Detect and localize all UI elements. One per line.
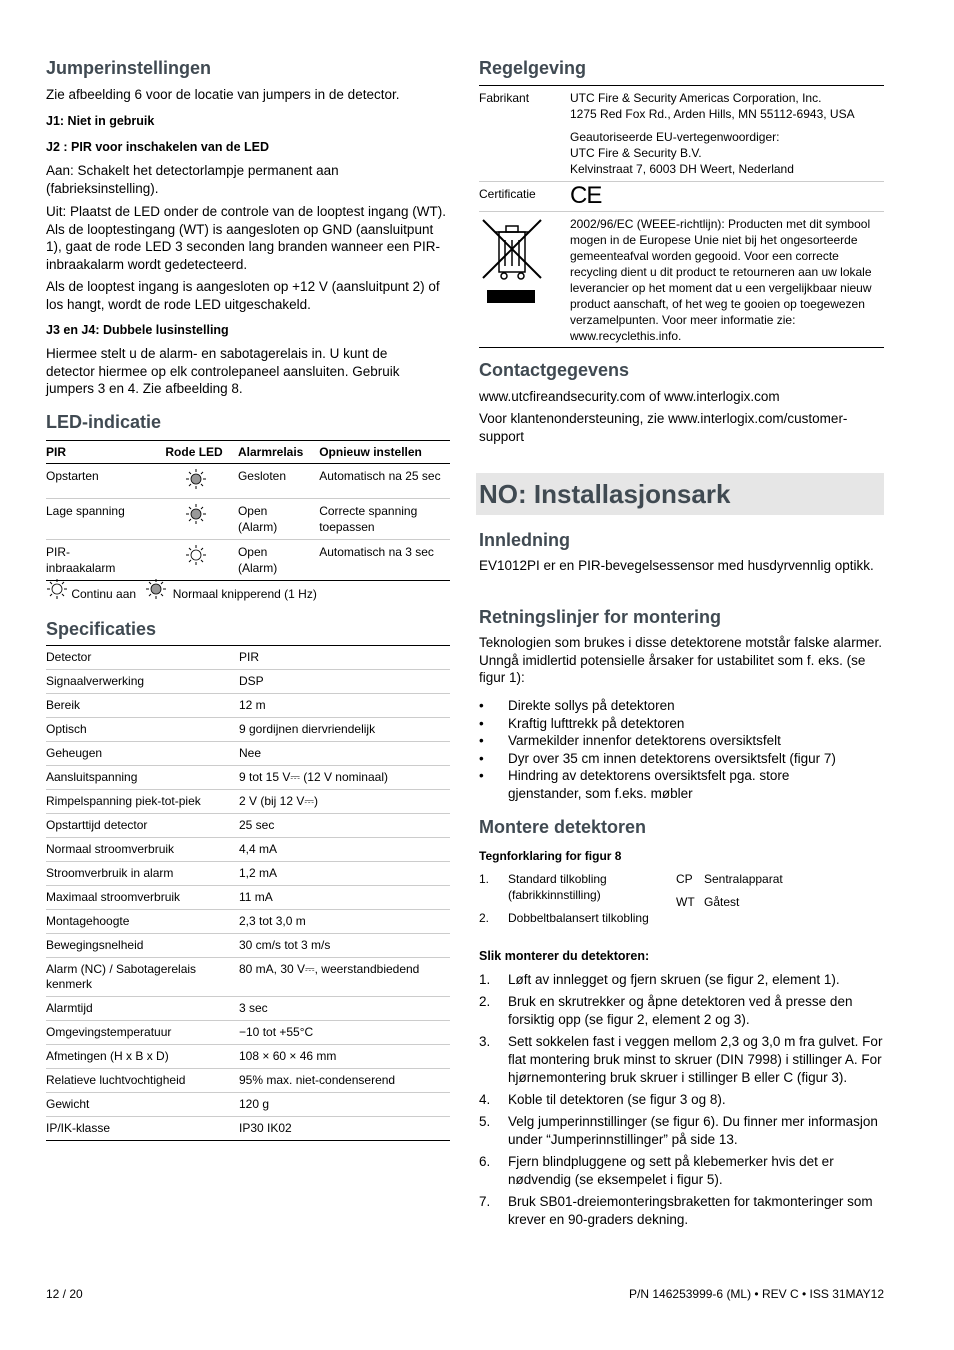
table-row [46,814,450,838]
step-num: 2. [479,994,491,1009]
weee-symbol-cell [479,212,570,348]
j2-uit: Uit: Plaatst de LED onder de controle van de looptest ingang (WT). Als de looptestingang (WT) is aangesloten op GND (aansluitpunt 1), gaat de rode LED 3 seconden lang branden wanneer een PIR-inbraakalarm wordt gedetecteerd. [46,204,446,272]
spec-label: Montagehoogte [46,910,239,934]
ce-mark [570,182,884,212]
pir-cell: Opstarten [46,464,165,499]
led-legend [46,578,317,600]
spec-value: 2 V (bij 12 V⎓) [239,790,450,814]
legend-left [479,871,669,926]
step-num: 4. [479,1092,491,1107]
table-row [46,838,450,862]
spec-value: 80 mA, 30 V⎓, weerstandbiedend [239,958,450,997]
spec-label: Relatieve luchtvochtigheid [46,1069,239,1093]
reset-cell: Automatisch na 25 sec [319,464,450,499]
led-table-header [46,441,450,464]
spec-value: 95% max. niet-condenserend [239,1069,450,1093]
table-row [46,997,450,1021]
table-row [46,766,450,790]
jumper-heading: Jumperinstellingen [46,58,212,78]
table-row [46,670,450,694]
spec-label: IP/IK-klasse [46,1117,239,1141]
table-row [46,910,450,934]
spec-heading: Specificaties [46,619,157,639]
led-cell [165,540,238,581]
relay-cell: Open (Alarm) [238,540,319,581]
led-blink-icon [185,503,207,525]
fabrikant-label: Fabrikant [479,86,570,182]
spec-value: 25 sec [239,814,450,838]
spec-label: Optisch [46,718,239,742]
table-row [479,212,884,348]
legend-num: 2. [479,911,490,925]
led-steady-icon [46,578,68,600]
spec-label: Rimpelspanning piek-tot-piek [46,790,239,814]
step-item [479,1033,884,1087]
step-item [479,1091,884,1109]
pir-cell: Lage spanning [46,499,165,540]
reg-table [479,85,884,348]
led-table [46,440,450,581]
spec-value: 11 mA [239,886,450,910]
steps-title: Slik monterer du detektoren: [479,949,650,963]
spec-value: 2,3 tot 3,0 m [239,910,450,934]
legend-text: Dobbeltbalansert tilkobling [508,911,649,925]
spec-label: Opstarttijd detector [46,814,239,838]
legend-num: 1. [479,872,490,886]
step-text: Løft av innlegget og fjern skruen (se figur 2, element 1). [508,972,840,987]
legend-right [676,871,876,910]
cert-label: Certificatie [479,182,570,212]
spec-label: Normaal stroomverbruik [46,838,239,862]
spec-label: Maximaal stroomverbruik [46,886,239,910]
spec-value: 9 gordijnen diervriendelijk [239,718,450,742]
relay-cell: Open (Alarm) [238,499,319,540]
legend-text: Sentralapparat [704,872,783,886]
led-steady-icon [185,544,207,566]
j2-heading: J2 : PIR voor inschakelen van de LED [46,140,269,154]
list-item: • Dyr over 35 cm innen detektorens oversiktsfelt (figur 7) [479,750,884,768]
weee-text: 2002/96/EC (WEEE-richtlijn): Producten met dit symbool mogen in de Europese Unie niet bij het ongesorteerde gemeenteafval worden gegooid. Voor een correcte recycling dient u dit product te retourneren aan uw lokale leverancier op het moment dat u een vergelijkbaar nieuw product aanschaft, of het weg te gooien op toegewezen verzamelpunten. Voor meer informatie zie: www.recyclethis.info. [570,212,884,348]
spec-value: −10 tot +55°C [239,1021,450,1045]
j2-looptest: Als de looptest ingang is aangesloten op +12 V (aansluitpunt 2) of los hangt, wordt de rode LED uitgeschakeld. [46,279,440,312]
spec-table [46,645,450,1141]
led-cell [165,499,238,540]
ce-logo: CE [570,182,602,209]
table-row [46,694,450,718]
spec-label: Stroomverbruik in alarm [46,862,239,886]
table-row [46,1021,450,1045]
table-row [46,958,450,997]
led-cell [165,464,238,499]
spec-value: IP30 IK02 [239,1117,450,1141]
table-row [46,1069,450,1093]
spec-label: Bewegingsnelheid [46,934,239,958]
legend-title: Tegnforklaring for figur 8 [479,849,622,863]
table-row [46,1045,450,1069]
fabrikant-line: 1275 Red Fox Rd., Arden Hills, MN 55112-6943, USA [570,107,855,121]
spec-value: Nee [239,742,450,766]
spec-value: 1,2 mA [239,862,450,886]
list-item: • Direkte sollys på detektoren [479,697,884,715]
spec-label: Geheugen [46,742,239,766]
eu-line: UTC Fire & Security B.V. [570,146,702,160]
table-row [46,464,450,499]
step-item [479,1153,884,1189]
step-item [479,1193,884,1229]
table-row [46,499,450,540]
legend-on-label: Continu aan [71,587,137,602]
contact-heading: Contactgegevens [479,360,630,380]
step-num: 3. [479,1034,491,1049]
reset-cell: Automatisch na 3 sec [319,540,450,581]
spec-label: Bereik [46,694,239,718]
step-num: 1. [479,972,491,987]
legend-text: Gåtest [704,895,740,909]
legend-item [676,871,876,887]
spec-label: Detector [46,646,239,670]
table-row [46,540,450,581]
montere-heading: Montere detektoren [479,817,647,837]
banner-title: NO: Installasjonsark [479,479,731,509]
list-item: • Varmekilder innenfor detektorens oversiktsfelt [479,732,884,750]
spec-value: 120 g [239,1093,450,1117]
contact-line2: Voor klantenondersteuning, zie www.interlogix.com/customer-support [479,411,848,444]
legend-item [479,871,658,903]
step-text: Velg jumperinnstillinger (se figur 6). Du finner mer informasjon under “Jumperinnstillinger” på side 13. [508,1114,878,1147]
step-text: Bruk SB01-dreiemonteringsbraketten for takmonteringer som krever en 90-graders dekning. [508,1194,873,1227]
retning-heading: Retningslinjer for montering [479,607,722,627]
table-row [46,790,450,814]
led-blink-icon [185,468,207,490]
contact-line1: www.utcfireandsecurity.com of www.interlogix.com [479,389,780,404]
spec-value: 3 sec [239,997,450,1021]
table-row [46,934,450,958]
innledning-heading: Innledning [479,530,570,550]
fabrikant-line: UTC Fire & Security Americas Corporation, Inc. [570,91,822,105]
list-item: • Kraftig lufttrekk på detektoren [479,715,884,733]
table-row [46,718,450,742]
step-num: 5. [479,1114,491,1129]
step-item [479,1113,884,1149]
step-text: Bruk en skrutrekker og åpne detektoren ved å presse den forsiktig opp (se figur 2, element 2 og 3). [508,994,853,1027]
legend-item [676,894,876,910]
table-row [479,86,884,182]
col-header: Alarmrelais [238,441,319,464]
page-number: 12 / 20 [46,1287,83,1301]
j2-aan: Aan: Schakelt het detectorlampje permanent aan (fabrieksinstelling). [46,163,339,196]
retning-text: Teknologien som brukes i disse detektorene motstår falske alarmer. Unngå imidlertid potensielle årsaker for ustabilitet som f. eks. (se figur 1): [479,635,882,685]
spec-label: Alarmtijd [46,997,239,1021]
spec-label: Alarm (NC) / Sabotagerelais kenmerk [46,958,239,997]
part-number: P/N 146253999-6 (ML) • REV C • ISS 31MAY12 [629,1287,884,1301]
step-num: 6. [479,1154,491,1169]
spec-value: 108 × 60 × 46 mm [239,1045,450,1069]
led-heading: LED-indicatie [46,412,162,432]
weee-bin-icon [479,216,545,308]
spec-label: Omgevingstemperatuur [46,1021,239,1045]
spec-label: Signaalverwerking [46,670,239,694]
table-row [46,862,450,886]
spec-label: Aansluitspanning [46,766,239,790]
innledning-text: EV1012PI er en PIR-bevegelsessensor med husdyrvennlig optikk. [479,558,874,573]
section-banner [476,473,884,515]
step-item [479,971,884,989]
j3-heading: J3 en J4: Dubbele lusinstelling [46,323,229,337]
step-text: Fjern blindpluggene og sett på klebemerker hvis det er nødvendig (se eksempelet i figur 5). [508,1154,834,1187]
list-item: • Hindring av detektorens oversiktsfelt pga. store gjenstander, som f.eks. møbler [479,767,884,802]
legend-blink-label: Normaal knipperend (1 Hz) [172,587,317,602]
table-row [46,1117,450,1141]
j3-text: Hiermee stelt u de alarm- en sabotagerelais in. U kunt de detector hiermee op elk controlepaneel aansluiten. Gebruik jumpers 3 en 4. Zie afbeelding 8. [46,346,400,396]
reg-heading: Regelgeving [479,58,587,78]
led-blink-icon [143,578,169,600]
reset-cell: Correcte spanning toepassen [319,499,450,540]
spec-value: 9 tot 15 V⎓ (12 V nominaal) [239,766,450,790]
step-text: Sett sokkelen fast i veggen mellom 2,3 og 3,0 m fra gulvet. For flat montering bruk minst to skruer (DIN 7998) i stillinger A. For hjørnemontering bruk skruer i stillinger B eller C (figur 3). [508,1034,883,1085]
col-header: Rode LED [165,441,238,464]
steps-list [479,971,884,1233]
spec-value: 4,4 mA [239,838,450,862]
table-row [46,886,450,910]
table-row [46,646,450,670]
legend-item [479,910,669,926]
legend-text: Standard tilkobling (fabrikkinnstilling) [508,872,607,902]
spec-label: Gewicht [46,1093,239,1117]
eu-line: Geautoriseerde EU-vertegenwoordiger: [570,130,780,144]
table-row [479,182,884,212]
step-item [479,993,884,1029]
table-row [46,1093,450,1117]
spec-label: Afmetingen (H x B x D) [46,1045,239,1069]
spec-value: 30 cm/s tot 3 m/s [239,934,450,958]
retning-bullets [479,697,884,802]
step-num: 7. [479,1194,491,1209]
legend-code: WT [676,895,695,909]
table-row [46,742,450,766]
eu-line: Kelvinstraat 7, 6003 DH Weert, Nederland [570,162,794,176]
legend-code: CP [676,872,693,886]
spec-value: DSP [239,670,450,694]
j1-heading: J1: Niet in gebruik [46,114,155,128]
relay-cell: Gesloten [238,464,319,499]
spec-value: 12 m [239,694,450,718]
col-header: Opnieuw instellen [319,441,450,464]
col-header: PIR [46,441,165,464]
jumper-intro: Zie afbeelding 6 voor de locatie van jumpers in de detector. [46,87,400,102]
step-text: Koble til detektoren (se figur 3 og 8). [508,1092,726,1107]
spec-value: PIR [239,646,450,670]
fabrikant-value [570,86,884,182]
pir-cell: PIR-inbraakalarm [46,540,165,581]
